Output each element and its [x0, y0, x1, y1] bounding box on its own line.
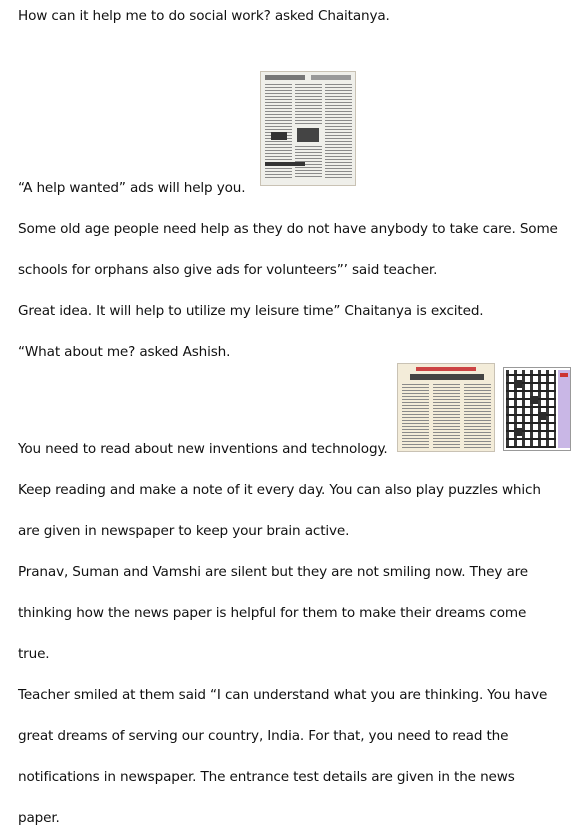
text-line: thinking how the news paper is helpful for them to make their dreams come [18, 605, 527, 621]
text-line: You need to read about new inventions and technology. [18, 441, 388, 457]
text-line: notifications in newspaper. The entrance test details are given in the news [18, 769, 515, 785]
text-line: “A help wanted” ads will help you. [18, 180, 246, 196]
text-line: How can it help me to do social work? asked Chaitanya. [18, 8, 390, 24]
text-line: are given in newspaper to keep your brain active. [18, 523, 350, 539]
text-line: paper. [18, 810, 60, 826]
text-line: Pranav, Suman and Vamshi are silent but they are not smiling now. They are [18, 564, 528, 580]
text-line: Great idea. It will help to utilize my leisure time” Chaitanya is excited. [18, 303, 484, 319]
crossword-puzzle-image [503, 367, 571, 451]
text-line: Keep reading and make a note of it every day. You can also play puzzles which [18, 482, 541, 498]
text-line: Some old age people need help as they do not have anybody to take care. Some [18, 221, 558, 237]
text-line: “What about me? asked Ashish. [18, 344, 231, 360]
newspaper-classifieds-image [260, 71, 356, 186]
text-line: Teacher smiled at them said “I can understand what you are thinking. You have [18, 687, 548, 703]
newspaper-article-image [397, 363, 495, 452]
text-line: great dreams of serving our country, India. For that, you need to read the [18, 728, 509, 744]
text-line: true. [18, 646, 50, 662]
text-line: schools for orphans also give ads for volunteers”’ said teacher. [18, 262, 438, 278]
